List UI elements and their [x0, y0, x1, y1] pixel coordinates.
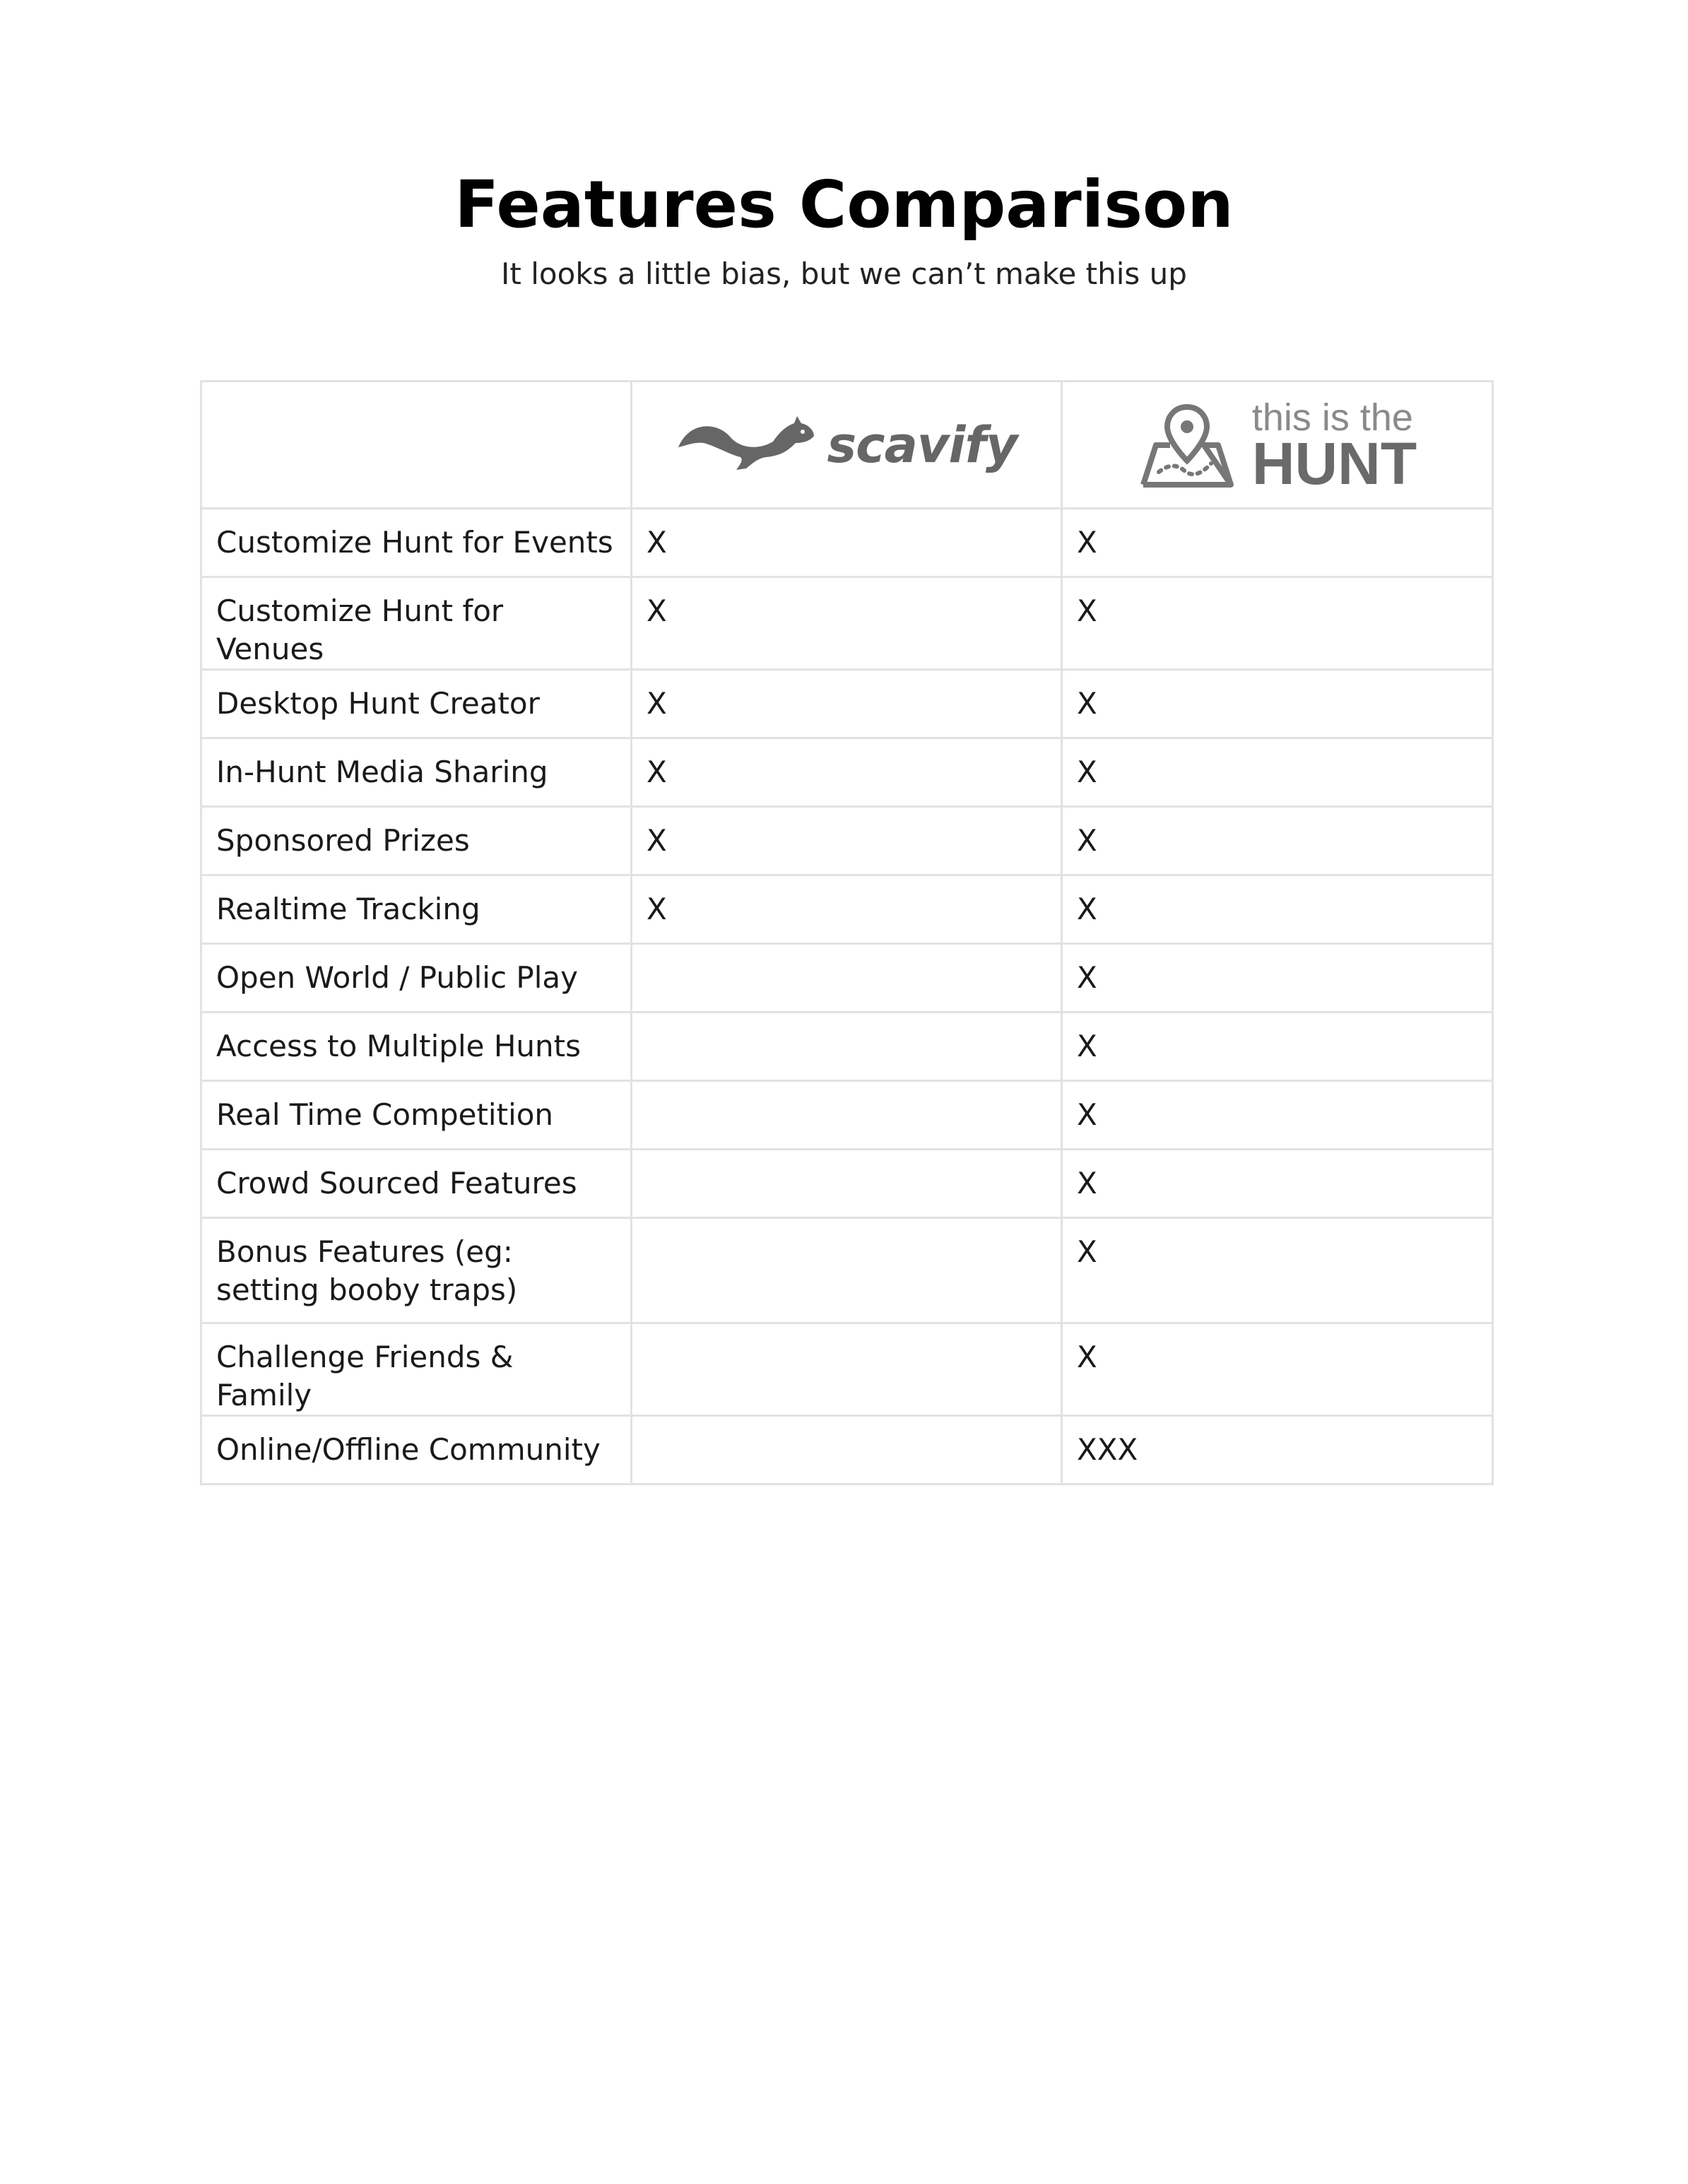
- feature-cell: Customize Hunt for Events: [201, 509, 632, 577]
- hunt-value-cell: XXX: [1062, 1416, 1493, 1484]
- feature-cell: Sponsored Prizes: [201, 807, 632, 875]
- table-row: [201, 1013, 1493, 1081]
- feature-cell: [201, 1218, 632, 1323]
- feature-cell: Desktop Hunt Creator: [201, 670, 632, 738]
- empty-header-cell: [201, 382, 632, 509]
- table-row: [201, 875, 1493, 944]
- scavify-value-cell: X: [632, 875, 1062, 944]
- scavify-value-cell: X: [632, 738, 1062, 807]
- hunt-value-cell: X: [1062, 875, 1493, 944]
- feature-cell: Real Time Competition: [201, 1081, 632, 1150]
- scavify-logo: [632, 382, 1061, 507]
- table-row: [201, 1150, 1493, 1218]
- map-pin-icon: [1138, 401, 1237, 489]
- hunt-value-cell: X: [1062, 670, 1493, 738]
- feature-cell: In-Hunt Media Sharing: [201, 738, 632, 807]
- scavify-value-cell: X: [632, 577, 1062, 670]
- scavify-value-cell: [632, 1081, 1062, 1150]
- table-row: [201, 1323, 1493, 1416]
- scavify-value-cell: [632, 944, 1062, 1013]
- table-row: [201, 577, 1493, 670]
- scavify-wordmark: scavify: [827, 415, 1017, 474]
- table-row: [201, 1081, 1493, 1150]
- hunt-value-cell: X: [1062, 509, 1493, 577]
- hunt-value-cell: X: [1062, 944, 1493, 1013]
- feature-cell: Crowd Sourced Features: [201, 1150, 632, 1218]
- hunt-value-cell: X: [1062, 577, 1493, 670]
- hunt-value-cell: X: [1062, 1218, 1493, 1323]
- page-title: Features Comparison: [454, 167, 1234, 242]
- scavify-value-cell: [632, 1218, 1062, 1323]
- table-row: [201, 1416, 1493, 1484]
- hunt-logo-cell: [1062, 382, 1493, 509]
- table-row: [201, 509, 1493, 577]
- scavify-value-cell: X: [632, 670, 1062, 738]
- squirrel-icon: [675, 413, 817, 477]
- hunt-value-cell: X: [1062, 1150, 1493, 1218]
- scavify-value-cell: [632, 1416, 1062, 1484]
- hunt-value-cell: X: [1062, 807, 1493, 875]
- hunt-wordmark-bottom: HUNT: [1251, 430, 1417, 497]
- feature-cell: Customize Hunt for Venues: [201, 577, 632, 670]
- scavify-value-cell: X: [632, 509, 1062, 577]
- feature-cell: Realtime Tracking: [201, 875, 632, 944]
- hunt-value-cell: X: [1062, 1013, 1493, 1081]
- feature-cell: Access to Multiple Hunts: [201, 1013, 632, 1081]
- page-subtitle: It looks a little bias, but we can’t make this up: [501, 256, 1187, 291]
- table-row: [201, 944, 1493, 1013]
- feature-cell: Challenge Friends & Family: [201, 1323, 632, 1416]
- table-row: [201, 670, 1493, 738]
- table-row: [201, 1218, 1493, 1323]
- table-row: [201, 807, 1493, 875]
- table-header-row: [201, 382, 1493, 509]
- hunt-logo: [1063, 382, 1492, 507]
- scavify-logo-cell: [632, 382, 1062, 509]
- table-row: [201, 738, 1493, 807]
- hunt-value-cell: X: [1062, 1323, 1493, 1416]
- comparison-table: [200, 380, 1494, 1485]
- hunt-value-cell: X: [1062, 738, 1493, 807]
- scavify-value-cell: [632, 1150, 1062, 1218]
- hunt-value-cell: X: [1062, 1081, 1493, 1150]
- hunt-wordmark-top: this is the: [1251, 396, 1413, 439]
- feature-line-1: Bonus Features (eg:: [216, 1234, 513, 1269]
- hunt-wordmark: [1251, 396, 1417, 497]
- feature-cell: Open World / Public Play: [201, 944, 632, 1013]
- scavify-value-cell: [632, 1013, 1062, 1081]
- scavify-value-cell: [632, 1323, 1062, 1416]
- page-header: [0, 163, 1688, 295]
- scavify-value-cell: X: [632, 807, 1062, 875]
- feature-line-2: setting booby traps): [216, 1273, 518, 1307]
- feature-cell: Online/Offline Community: [201, 1416, 632, 1484]
